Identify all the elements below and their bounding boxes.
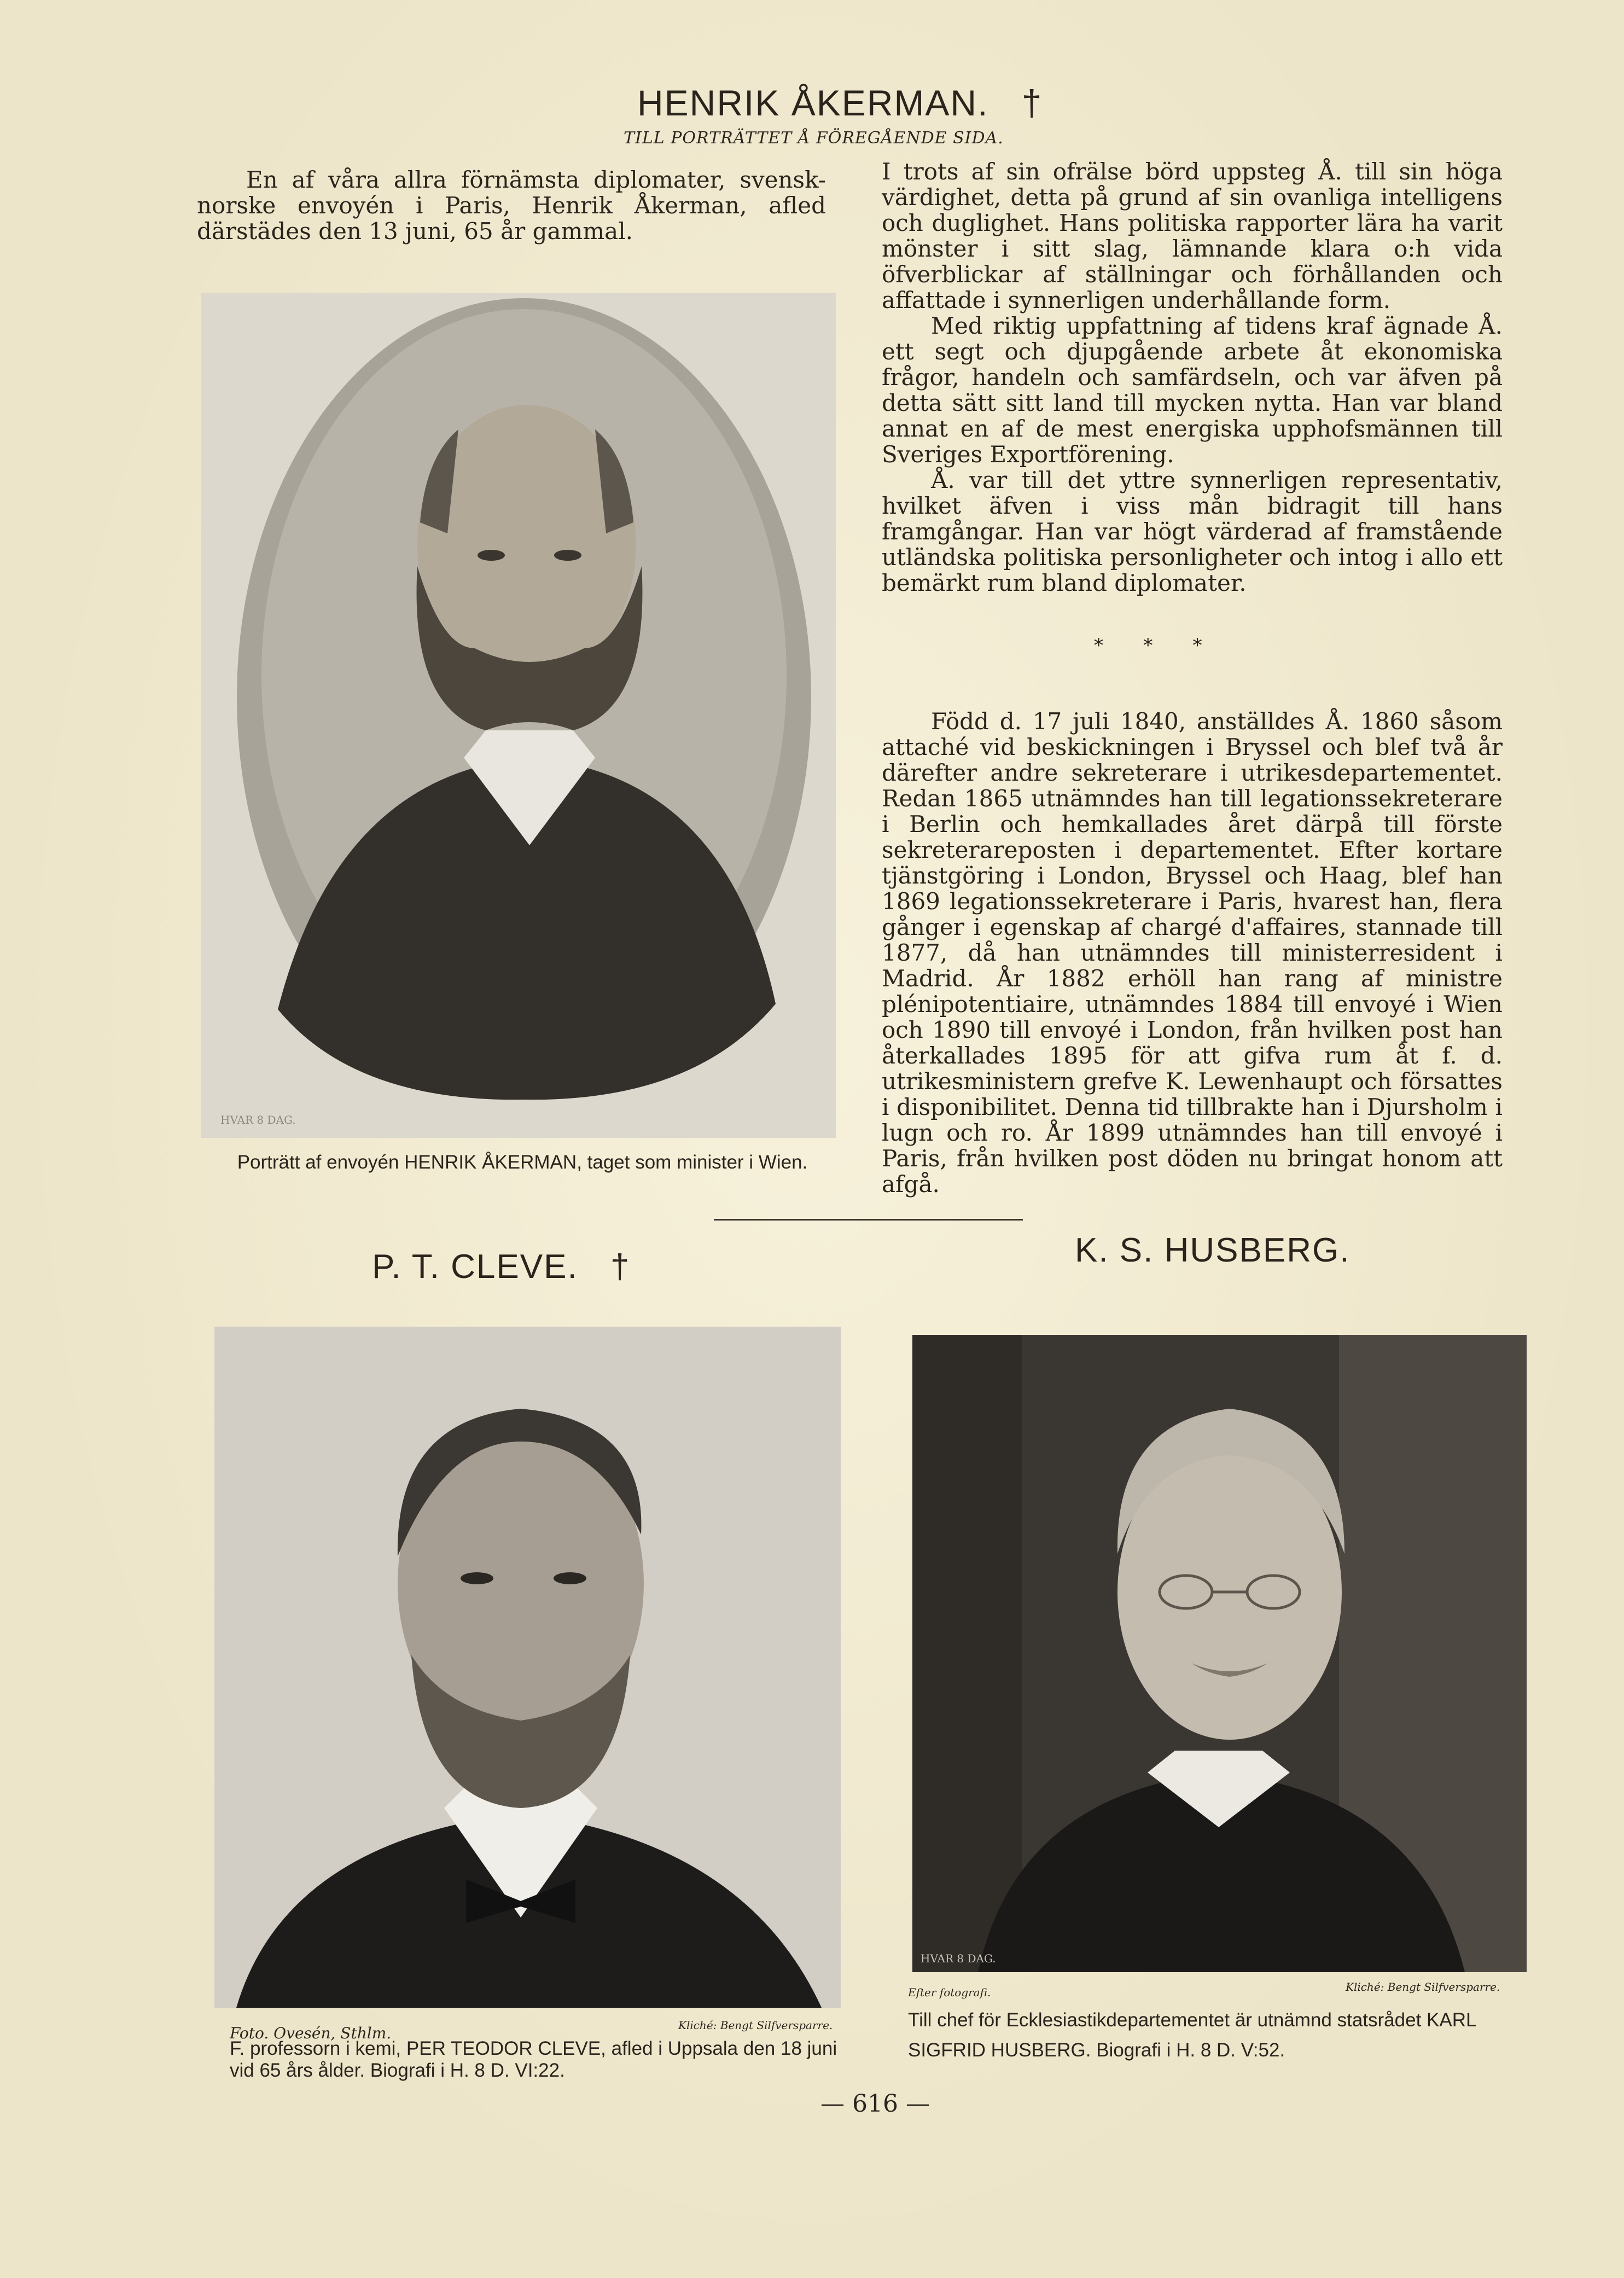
husberg-photo-credit: HVAR 8 DAG. <box>921 1952 996 1965</box>
cross-icon: † <box>1021 83 1043 123</box>
section-stars: * * * <box>1094 635 1206 656</box>
husberg-portrait-image <box>912 1335 1527 1972</box>
cleve-photo-credit: Foto. Ovesén, Sthlm. <box>230 2024 392 2042</box>
husberg-cliche-credit: Kliché: Bengt Silfversparre. <box>1346 1980 1500 1994</box>
akerman-biography: Född d. 17 juli 1840, anställdes Å. 1860 såsom attaché vid beskickningen i Bryssel och blef två år därefter andre sekreterare i utrikesdepartementet. Redan 1865 utnämndes han till legationssekreterare i Berlin och hemkallades året därpå till förste sekreterareposten i departementet. Efter kortare tjänstgöring i London, Bryssel och Haag, blef han 1869 legationssekreterare i Paris, hvarest han, flera gånger i egenskap af chargé d'affaires, stannade till 1877, då han utnämndes till ministerresident i Madrid. År 1882 erhöll han rang af ministre plénipotentiaire, utnämndes 1884 till envoyé i Wien och 1890 till envoyé i London, från hvilken post han återkallades 1895 för att gifva rum åt f. d. utrikesministern grefve K. Lewenhaupt och försattes i disponibilitet. Denna tid tillbrakte han i Djursholm i lugn och ro. År 1899 utnämndes han till envoyé i Paris, från hvilken post döden nu bringat honom att afgå. <box>882 708 1503 1198</box>
cleve-portrait-photo <box>214 1327 841 2008</box>
cleve-portrait-image <box>214 1327 841 2008</box>
akerman-right-column <box>882 159 1503 596</box>
husberg-title: K. S. HUSBERG. <box>1075 1231 1351 1269</box>
cross-icon: † <box>610 1248 631 1286</box>
akerman-photo-credit: HVAR 8 DAG. <box>220 1113 296 1126</box>
section-divider <box>714 1219 1023 1221</box>
cleve-portrait-caption: F. professorn i kemi, PER TEODOR CLEVE, afled i Uppsala den 18 juni vid 65 års ålder. Biografi i H. 8 D. VI:22. <box>230 2038 837 2081</box>
cleve-cliche-credit: Kliché: Bengt Silfversparre. <box>678 2019 833 2032</box>
akerman-intro: En af våra allra förnämsta diplomater, svensk-norske envoyén i Paris, Henrik Åkerman, afled därstädes den 13 juni, 65 år gammal. <box>197 166 826 245</box>
akerman-portrait-caption: Porträtt af envoyén HENRIK ÅKERMAN, taget som minister i Wien. <box>237 1152 808 1173</box>
akerman-title: HENRIK ÅKERMAN. † <box>637 83 1043 123</box>
akerman-subtitle: TILL PORTRÄTTET Å FÖREGÅENDE SIDA. <box>624 129 1004 148</box>
husberg-portrait-caption: Till chef för Ecklesiastikdepartementet är utnämnd statsrådet KARL SIGFRID HUSBERG. Biografi i H. 8 D. V:52. <box>908 2009 1476 2061</box>
page-number: — 616 — <box>820 2090 930 2118</box>
husberg-efter-credit: Efter fotografi. <box>908 1986 991 1999</box>
akerman-portrait-photo <box>201 293 836 1138</box>
cleve-title: P. T. CLEVE. † <box>372 1248 631 1286</box>
husberg-portrait-photo <box>912 1335 1527 1972</box>
akerman-paragraph-3: Å. var till det yttre synnerligen representativ, hvilket äfven i viss mån bidragit till hans framgångar. Han var högt värderad af framstående utländska politiska personligheter och intog i allo ett bemärkt rum bland diplomater. <box>882 467 1503 596</box>
akerman-portrait-image <box>201 293 836 1138</box>
akerman-paragraph-2: Med riktig uppfattning af tidens kraf ägnade Å. ett segt och djupgående arbete åt ekonomiska frågor, handeln och samfärdseln, och var äfven på detta sätt sitt land till mycken nytta. Han var bland annat en af de mest energiska upphofsmännen till Sveriges Exportförening. <box>882 312 1503 468</box>
akerman-paragraph-1: I trots af sin ofrälse börd uppsteg Å. till sin höga värdighet, detta på grund af sin ovanliga intelligens och duglighet. Hans politiska rapporter lära ha varit mönster i sitt slag, lämnande klara o:h vida öfverblickar af ställningar och förhållanden och affattade i synnerligen underhållande form. <box>882 158 1503 313</box>
